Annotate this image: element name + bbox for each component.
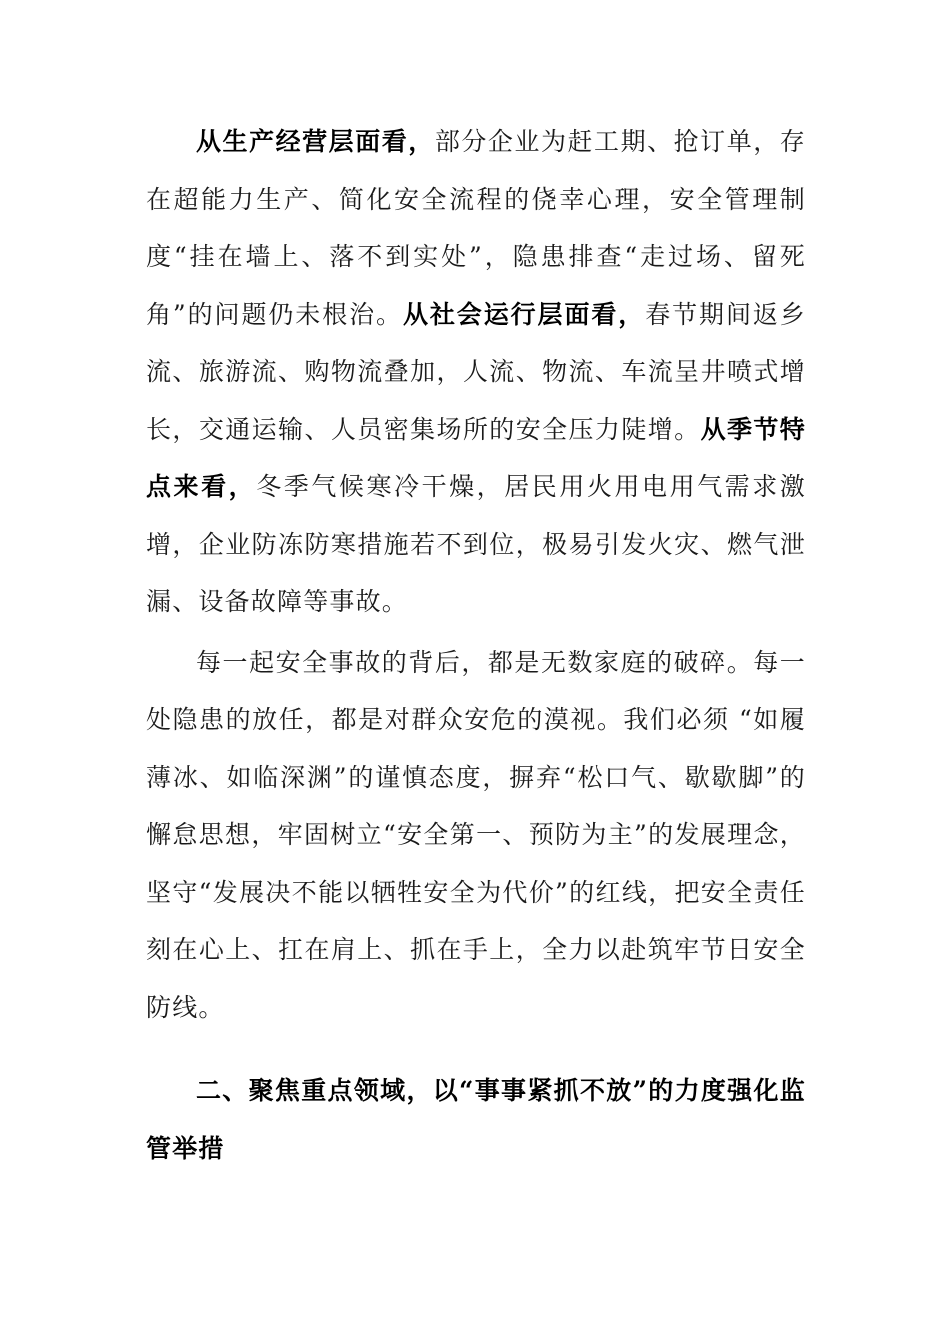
- text-season: 冬季气候寒冷干燥，居民用火用电用气需求激增，企业防冻防寒措施若不到位，极易引发火灾、燃气泄漏、设备故障等事故。: [146, 472, 806, 616]
- paragraph-risk-analysis: [146, 113, 806, 631]
- text-safety-responsibility: 每一起安全事故的背后，都是无数家庭的破碎。每一处隐患的放任，都是对群众安危的漠视。我们必须 “如履薄冰、如临深渊”的谨慎态度，摒弃“松口气、歇歇脚”的懈怠思想，牢固树立“安全第一、预防为主”的发展理念，坚守“发展决不能以牺牲安全为代价”的红线，把安全责任刻在心上、扛在肩上、抓在手上，全力以赴筑牢节日安全防线。: [146, 647, 806, 1022]
- text-production: 部分企业为赶工期、抢订单，存在超能力生产、简化安全流程的侥幸心理，安全管理制度“挂在墙上、落不到实处”，隐患排查“走过场、留死角”的问题仍未根治。: [146, 127, 806, 329]
- paragraph-safety-responsibility: [146, 634, 806, 1037]
- subheading-season: 从季节特点来看，: [146, 414, 807, 501]
- section-heading-two: 二、聚焦重点领域，以“事事紧抓不放”的力度强化监管举措: [146, 1076, 806, 1163]
- subheading-production: 从生产经营层面看，: [196, 127, 435, 156]
- text-society: 春节期间返乡流、旅游流、购物流叠加，人流、物流、车流呈井喷式增长，交通运输、人员密集场所的安全压力陡增。: [146, 299, 806, 444]
- subheading-society: 从社会运行层面看，: [402, 299, 646, 329]
- document-body: [146, 113, 806, 1177]
